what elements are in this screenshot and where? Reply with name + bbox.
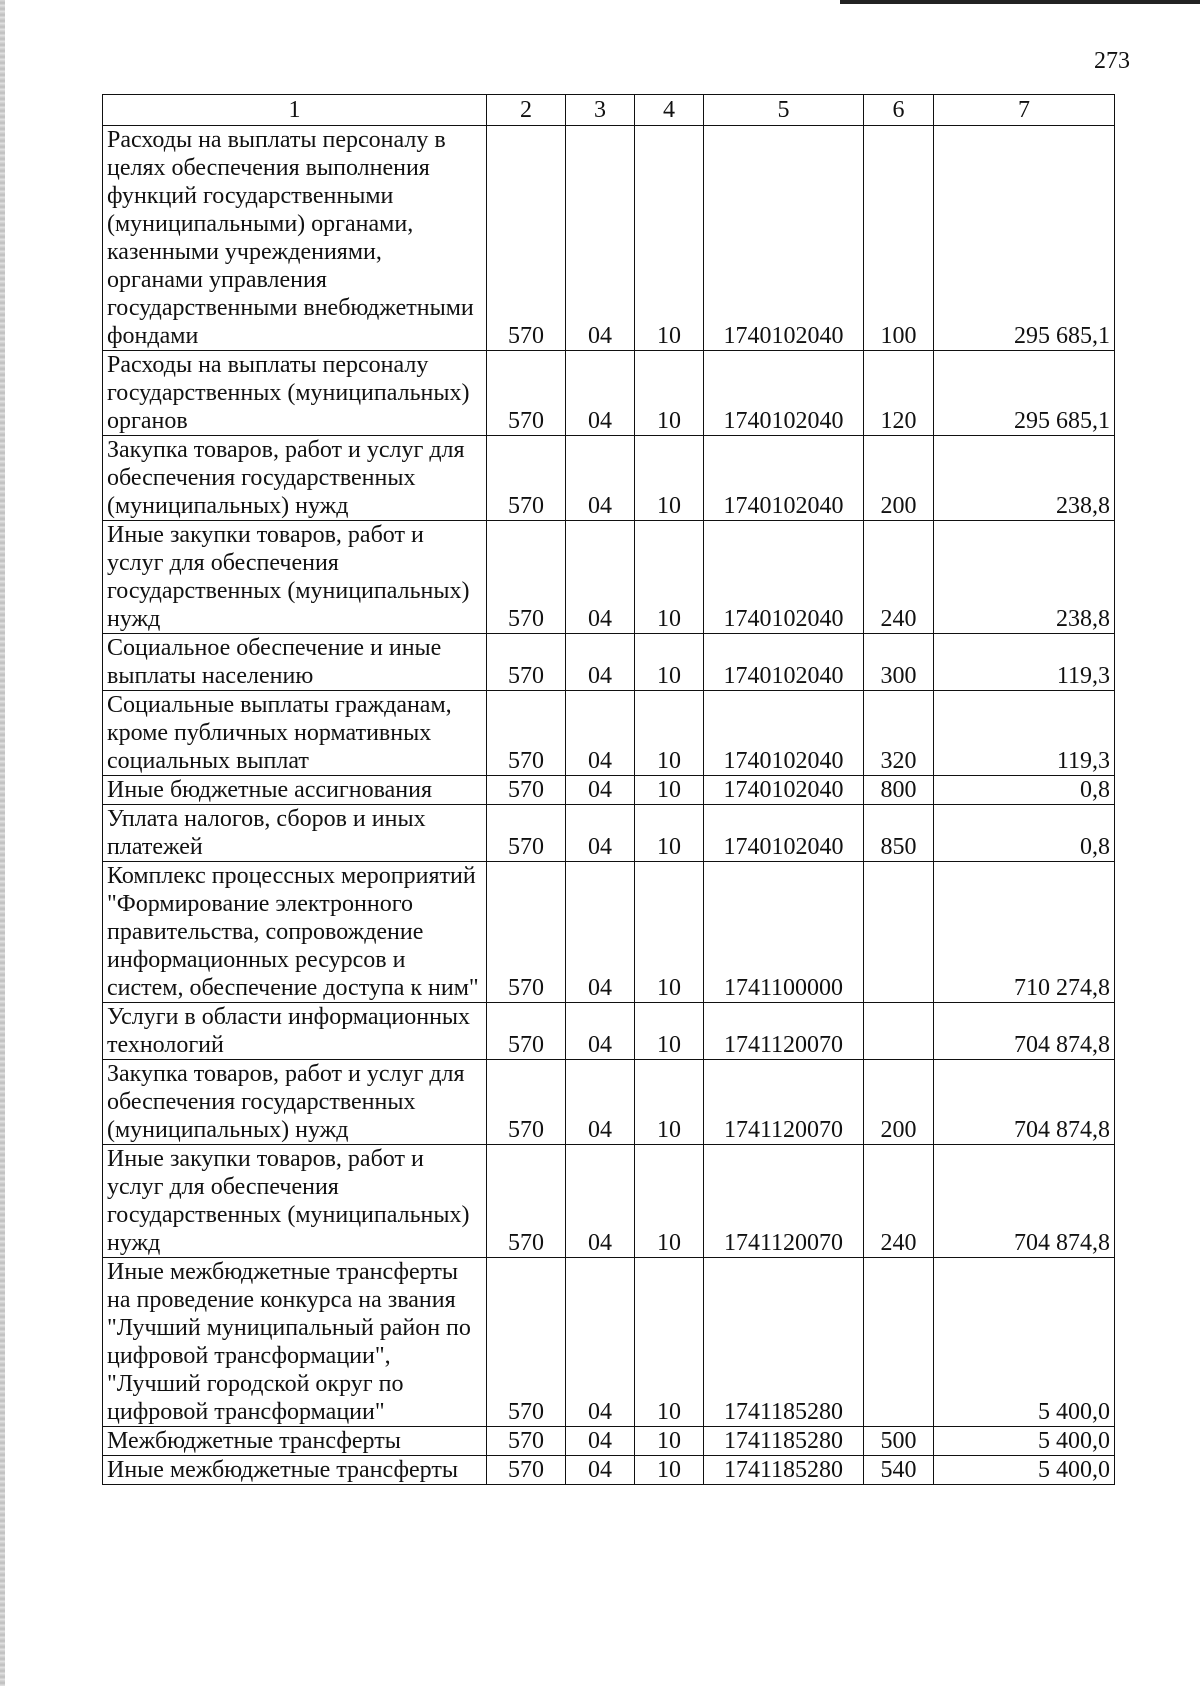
code-col6-cell: 200 xyxy=(864,1060,934,1145)
expense-name-cell: Расходы на выплаты персоналу в целях обеспечения выполнения функций государственными (муниципальными) органами, казенными учреждениями, органами управления государственными внебюджетными фондами xyxy=(103,126,487,351)
code-col5-cell: 1740102040 xyxy=(704,436,864,521)
code-col5-cell: 1741120070 xyxy=(704,1003,864,1060)
column-header-3: 3 xyxy=(566,95,635,126)
amount-cell: 119,3 xyxy=(934,691,1115,776)
amount-cell: 5 400,0 xyxy=(934,1258,1115,1427)
code-col4-cell: 10 xyxy=(635,805,704,862)
code-col4-cell: 10 xyxy=(635,691,704,776)
amount-cell: 295 685,1 xyxy=(934,126,1115,351)
code-col2-cell: 570 xyxy=(487,351,566,436)
table-row xyxy=(103,436,1115,521)
budget-table xyxy=(102,94,1115,1485)
column-header-6: 6 xyxy=(864,95,934,126)
table-row xyxy=(103,351,1115,436)
code-col2-cell: 570 xyxy=(487,634,566,691)
code-col3-cell: 04 xyxy=(566,1427,635,1456)
code-col3-cell: 04 xyxy=(566,862,635,1003)
code-col6-cell: 200 xyxy=(864,436,934,521)
code-col5-cell: 1741120070 xyxy=(704,1060,864,1145)
code-col3-cell: 04 xyxy=(566,351,635,436)
expense-name-cell: Иные межбюджетные трансферты на проведение конкурса на звания "Лучший муниципальный район по цифровой трансформации", "Лучший городской округ по цифровой трансформации" xyxy=(103,1258,487,1427)
code-col6-cell: 540 xyxy=(864,1456,934,1485)
table-row xyxy=(103,1060,1115,1145)
expense-name-cell: Социальные выплаты гражданам, кроме публичных нормативных социальных выплат xyxy=(103,691,487,776)
code-col5-cell: 1741100000 xyxy=(704,862,864,1003)
code-col3-cell: 04 xyxy=(566,776,635,805)
table-body xyxy=(103,126,1115,1485)
code-col4-cell: 10 xyxy=(635,1145,704,1258)
table-row xyxy=(103,1145,1115,1258)
code-col6-cell: 300 xyxy=(864,634,934,691)
code-col6-cell: 500 xyxy=(864,1427,934,1456)
code-col6-cell: 120 xyxy=(864,351,934,436)
table-row xyxy=(103,521,1115,634)
code-col6-cell: 800 xyxy=(864,776,934,805)
code-col4-cell: 10 xyxy=(635,1258,704,1427)
code-col4-cell: 10 xyxy=(635,862,704,1003)
code-col3-cell: 04 xyxy=(566,1060,635,1145)
code-col6-cell xyxy=(864,1258,934,1427)
column-header-4: 4 xyxy=(635,95,704,126)
column-header-5: 5 xyxy=(704,95,864,126)
amount-cell: 238,8 xyxy=(934,436,1115,521)
code-col4-cell: 10 xyxy=(635,776,704,805)
code-col2-cell: 570 xyxy=(487,805,566,862)
code-col5-cell: 1740102040 xyxy=(704,776,864,805)
expense-name-cell: Уплата налогов, сборов и иных платежей xyxy=(103,805,487,862)
column-header-1: 1 xyxy=(103,95,487,126)
table-row xyxy=(103,1427,1115,1456)
table-row xyxy=(103,1258,1115,1427)
table-row xyxy=(103,691,1115,776)
table-row xyxy=(103,126,1115,351)
code-col3-cell: 04 xyxy=(566,521,635,634)
header-row xyxy=(103,95,1115,126)
scan-top-line xyxy=(840,0,1200,4)
table-row xyxy=(103,776,1115,805)
code-col2-cell: 570 xyxy=(487,1060,566,1145)
code-col5-cell: 1740102040 xyxy=(704,521,864,634)
expense-name-cell: Иные закупки товаров, работ и услуг для обеспечения государственных (муниципальных) нужд xyxy=(103,521,487,634)
table-header xyxy=(103,95,1115,126)
code-col5-cell: 1741185280 xyxy=(704,1427,864,1456)
amount-cell: 238,8 xyxy=(934,521,1115,634)
code-col3-cell: 04 xyxy=(566,126,635,351)
amount-cell: 710 274,8 xyxy=(934,862,1115,1003)
expense-name-cell: Иные закупки товаров, работ и услуг для обеспечения государственных (муниципальных) нужд xyxy=(103,1145,487,1258)
code-col5-cell: 1740102040 xyxy=(704,634,864,691)
table-row xyxy=(103,1456,1115,1485)
table-row xyxy=(103,1003,1115,1060)
code-col3-cell: 04 xyxy=(566,805,635,862)
code-col2-cell: 570 xyxy=(487,691,566,776)
code-col6-cell: 850 xyxy=(864,805,934,862)
expense-name-cell: Услуги в области информационных технологий xyxy=(103,1003,487,1060)
code-col4-cell: 10 xyxy=(635,1456,704,1485)
page-number: 273 xyxy=(1094,48,1130,74)
expense-name-cell: Закупка товаров, работ и услуг для обеспечения государственных (муниципальных) нужд xyxy=(103,436,487,521)
code-col2-cell: 570 xyxy=(487,521,566,634)
amount-cell: 5 400,0 xyxy=(934,1427,1115,1456)
expense-name-cell: Иные межбюджетные трансферты xyxy=(103,1456,487,1485)
amount-cell: 5 400,0 xyxy=(934,1456,1115,1485)
table-row xyxy=(103,862,1115,1003)
expense-name-cell: Межбюджетные трансферты xyxy=(103,1427,487,1456)
code-col4-cell: 10 xyxy=(635,436,704,521)
amount-cell: 704 874,8 xyxy=(934,1003,1115,1060)
code-col6-cell: 240 xyxy=(864,521,934,634)
code-col4-cell: 10 xyxy=(635,1427,704,1456)
code-col2-cell: 570 xyxy=(487,1145,566,1258)
code-col5-cell: 1740102040 xyxy=(704,691,864,776)
expense-name-cell: Социальное обеспечение и иные выплаты населению xyxy=(103,634,487,691)
code-col5-cell: 1741185280 xyxy=(704,1456,864,1485)
table-row xyxy=(103,805,1115,862)
code-col3-cell: 04 xyxy=(566,1258,635,1427)
code-col6-cell: 240 xyxy=(864,1145,934,1258)
code-col3-cell: 04 xyxy=(566,691,635,776)
amount-cell: 295 685,1 xyxy=(934,351,1115,436)
column-header-2: 2 xyxy=(487,95,566,126)
code-col2-cell: 570 xyxy=(487,1258,566,1427)
amount-cell: 119,3 xyxy=(934,634,1115,691)
code-col3-cell: 04 xyxy=(566,1003,635,1060)
code-col2-cell: 570 xyxy=(487,436,566,521)
code-col2-cell: 570 xyxy=(487,1456,566,1485)
code-col5-cell: 1740102040 xyxy=(704,126,864,351)
code-col3-cell: 04 xyxy=(566,1456,635,1485)
amount-cell: 704 874,8 xyxy=(934,1145,1115,1258)
code-col5-cell: 1741185280 xyxy=(704,1258,864,1427)
code-col5-cell: 1740102040 xyxy=(704,805,864,862)
code-col4-cell: 10 xyxy=(635,1003,704,1060)
code-col6-cell xyxy=(864,1003,934,1060)
code-col5-cell: 1740102040 xyxy=(704,351,864,436)
amount-cell: 0,8 xyxy=(934,776,1115,805)
expense-name-cell: Комплекс процессных мероприятий "Формирование электронного правительства, сопровождение информационных ресурсов и систем, обеспечение доступа к ним" xyxy=(103,862,487,1003)
code-col6-cell: 320 xyxy=(864,691,934,776)
expense-name-cell: Иные бюджетные ассигнования xyxy=(103,776,487,805)
table-row xyxy=(103,634,1115,691)
code-col6-cell xyxy=(864,862,934,1003)
code-col3-cell: 04 xyxy=(566,634,635,691)
expense-name-cell: Расходы на выплаты персоналу государственных (муниципальных) органов xyxy=(103,351,487,436)
code-col2-cell: 570 xyxy=(487,862,566,1003)
amount-cell: 0,8 xyxy=(934,805,1115,862)
code-col2-cell: 570 xyxy=(487,1003,566,1060)
code-col4-cell: 10 xyxy=(635,521,704,634)
column-header-7: 7 xyxy=(934,95,1115,126)
code-col2-cell: 570 xyxy=(487,1427,566,1456)
code-col3-cell: 04 xyxy=(566,436,635,521)
code-col4-cell: 10 xyxy=(635,126,704,351)
scan-edge-artifact xyxy=(0,0,5,1686)
amount-cell: 704 874,8 xyxy=(934,1060,1115,1145)
code-col6-cell: 100 xyxy=(864,126,934,351)
code-col4-cell: 10 xyxy=(635,634,704,691)
code-col2-cell: 570 xyxy=(487,776,566,805)
code-col2-cell: 570 xyxy=(487,126,566,351)
code-col4-cell: 10 xyxy=(635,1060,704,1145)
code-col5-cell: 1741120070 xyxy=(704,1145,864,1258)
expense-name-cell: Закупка товаров, работ и услуг для обеспечения государственных (муниципальных) нужд xyxy=(103,1060,487,1145)
code-col4-cell: 10 xyxy=(635,351,704,436)
code-col3-cell: 04 xyxy=(566,1145,635,1258)
